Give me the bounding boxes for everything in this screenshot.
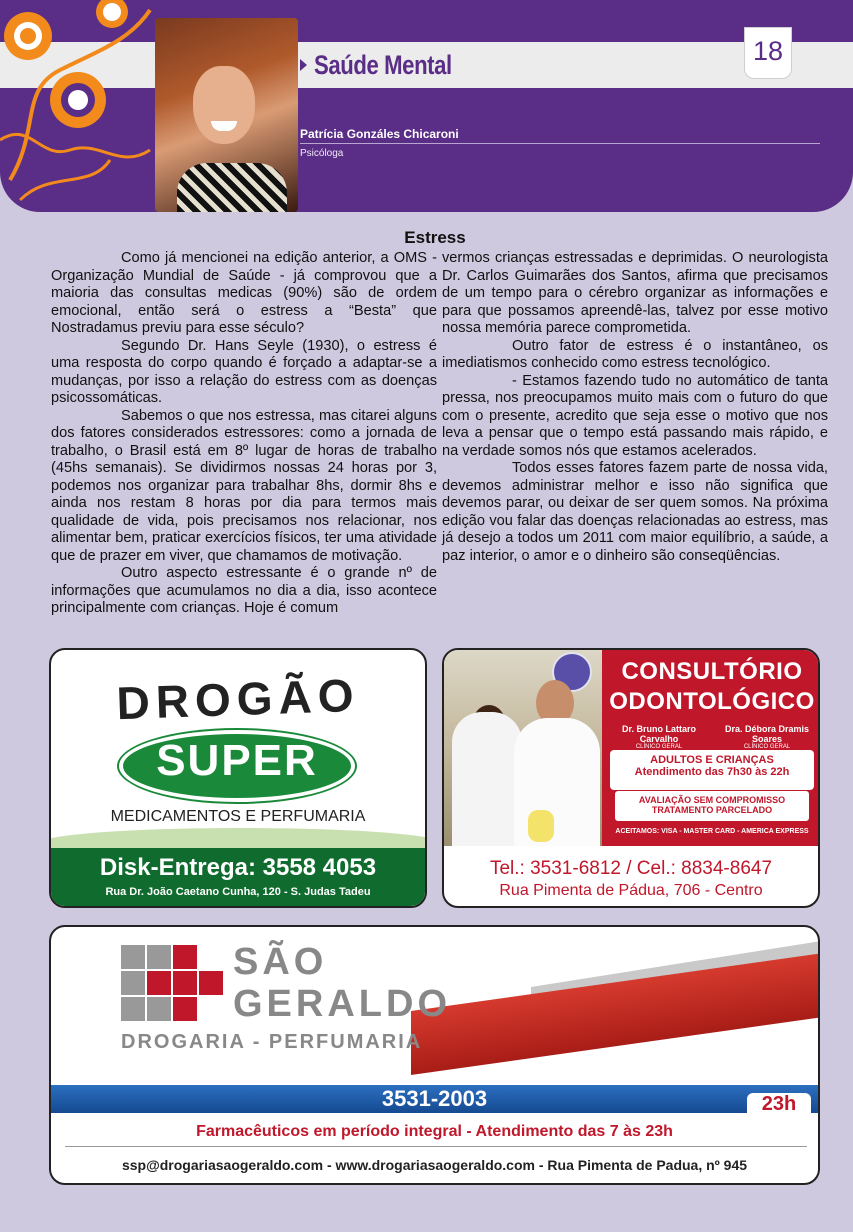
article-column-right [442, 250, 828, 565]
tooth-icon [528, 810, 554, 842]
author-name: Patrícia Gonzáles Chicaroni [300, 127, 459, 141]
audience-text: ADULTOS E CRIANÇAS [650, 754, 774, 766]
red-stripe [411, 952, 820, 1075]
doctor-2-specialty: CLÍNICO GERAL [743, 744, 791, 750]
contacts-divider [65, 1146, 807, 1147]
hours-text: Atendimento das 7h30 às 22h [634, 766, 790, 778]
sao-geraldo-name-1: SÃO [233, 941, 328, 983]
page-header [0, 0, 853, 212]
page-number: 18 [744, 27, 792, 79]
drogao-wordmark: DROGÃO [115, 668, 361, 730]
offer-2: TRATAMENTO PARCELADO [651, 805, 773, 815]
ad-drogao-super[interactable] [49, 648, 427, 908]
drogao-tagline: MEDICAMENTOS E PERFUMARIA [110, 808, 366, 825]
offer-box [614, 790, 810, 822]
dentists-photo [444, 650, 602, 846]
paragraph: Outro aspecto estressante é o grande nº de informações que acumulamos no dia a dia, isso acontece principalmente com crianças. Hoje é comum [51, 565, 437, 616]
sao-geraldo-name-2: GERALDO [233, 983, 451, 1025]
paragraph: Segundo Dr. Hans Seyle (1930), o estress é uma resposta do corpo quando é forçado a adaptar-se a mudanças, por isso a relação do estress com as doenças psicossomáticas. [51, 337, 437, 406]
sao-geraldo-cross-logo [121, 945, 221, 1025]
author-role: Psicóloga [300, 148, 344, 159]
author-photo [155, 18, 298, 212]
odonto-phone: Tel.: 3531-6812 / Cel.: 8834-8647 [489, 858, 773, 879]
offer-1: AVALIAÇÃO SEM COMPROMISSO [638, 795, 786, 805]
hours-badge: 23h [747, 1093, 811, 1117]
paragraph: Outro fator de estress é o instantâneo, os imediatismos conhecido como estress tecnológico. [442, 337, 828, 371]
ad-consultorio-odontologico[interactable] [442, 648, 820, 908]
sao-geraldo-service: Farmacêuticos em período integral - Atendimento das 7 às 23h [196, 1123, 673, 1140]
sao-geraldo-phone: 3531-2003 [381, 1086, 488, 1111]
doctor-2 [712, 724, 820, 750]
odonto-title-1: CONSULTÓRIO [621, 658, 803, 685]
odonto-address: Rua Pimenta de Pádua, 706 - Centro [499, 882, 763, 899]
article-title: Estress [404, 228, 466, 247]
doctor-1 [604, 724, 714, 750]
doctor-2-name: Dra. Débora Dramis Soares [724, 724, 810, 744]
super-wordmark: SUPER [156, 736, 318, 785]
swirl-ornament [0, 0, 160, 212]
drogao-address: Rua Dr. João Caetano Cunha, 120 - S. Judas Tadeu [105, 886, 371, 898]
paragraph: - Estamos fazendo tudo no automático de tanta pressa, nos preocupamos muito mais com o futuro do que com o presente, acredito que seja esse o motivo que nos leva a pensar que o tempo está passando mais rápido, e na verdade somos nós que estamos acelerados. [442, 372, 828, 459]
author-divider [300, 143, 820, 144]
hours-box [610, 750, 814, 790]
doctor-1-name: Dr. Bruno Lattaro Carvalho [621, 724, 696, 744]
sao-geraldo-contacts[interactable]: ssp@drogariasaogeraldo.com - www.drogariasaogeraldo.com - Rua Pimenta de Padua, nº 945 [121, 1157, 748, 1173]
section-title: Saúde Mental [314, 50, 452, 80]
ad-sao-geraldo[interactable] [49, 925, 820, 1185]
paragraph: Sabemos o que nos estressa, mas citarei alguns dos fatores considerados estressores: como a jornada de trabalho, o Brasil está em 8º lugar de horas de trabalho (45hs semanais). Se dividirmos nossas 24 horas por 3, podemos nos organizar para trabalhar 8hs, dormir 8hs e ainda nos restam 8 horas por dia para termos mais qualidade de vida, pois precisamos nos relacionar, nos alimentar bem, praticar exercícios físicos, ter uma atividade que de prazer em viver, que chamamos de motivação. [51, 407, 437, 564]
section-arrow-icon [300, 59, 307, 71]
odonto-title-2: ODONTOLÓGICO [609, 688, 815, 715]
paragraph: Todos esses fatores fazem parte de nossa vida, devemos administrar melhor e isso não significa que devemos parar, ou deixar de ser quem somos. Na próxima edição vou falar das doenças relacionadas ao estress, mas já desejo a todos um 2011 com maior equilíbrio, a saúde, a paz interior, o amor e o dinheiro são conseqüências. [442, 460, 828, 564]
paragraph: Como já mencionei na edição anterior, a OMS - Organização Mundial de Saúde - já comprovou que a maioria das consultas medicas (90%) são de ordem emocional, então será o estress a “Besta” que Nostradamus previu para esse século? [51, 250, 437, 336]
paragraph: vermos crianças estressadas e deprimidas. O neurologista Dr. Carlos Guimarães dos Santos, afirma que precisamos de um tempo para o cérebro organizar as informações e para que possamos apreendê-las, talvez por esse motivo nossa memória parece comprometida. [442, 250, 828, 336]
accepted-cards: ACEITAMOS: VISA - MASTER CARD - AMERICA EXPRESS [615, 828, 809, 835]
article-column-left [51, 250, 437, 618]
drogao-phone: Disk-Entrega: 3558 4053 [99, 854, 377, 881]
doctor-1-specialty: CLÍNICO GERAL [635, 744, 683, 750]
sao-geraldo-tagline: DROGARIA - PERFUMARIA [121, 1031, 423, 1053]
